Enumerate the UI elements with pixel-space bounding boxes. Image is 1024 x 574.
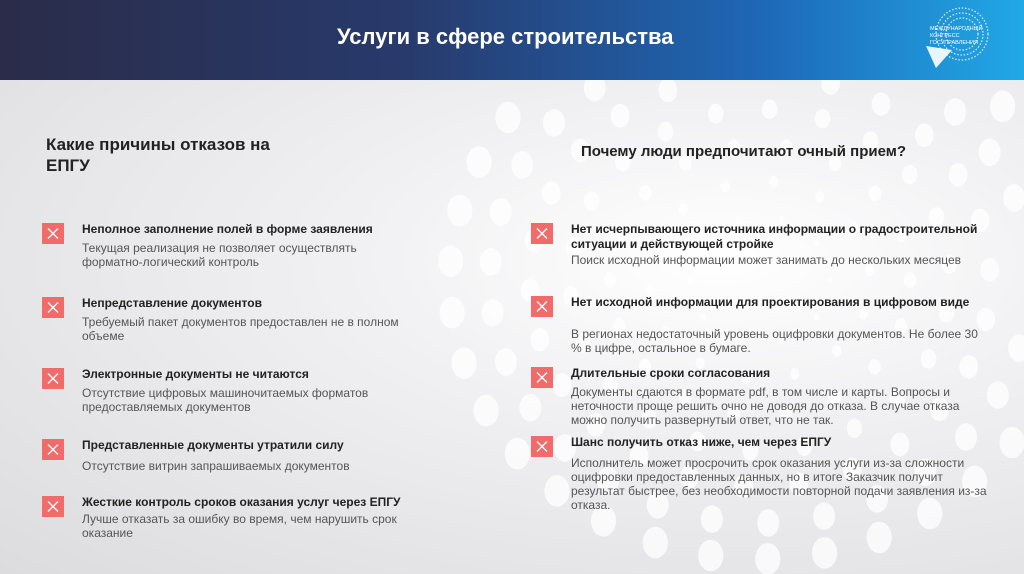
item-description: Требуемый пакет документов предоставлен не в полном объеме: [82, 315, 399, 343]
decorative-dot: [821, 80, 840, 95]
decorative-dot: [643, 527, 668, 559]
decorative-dot: [543, 109, 565, 137]
decorative-dot: [584, 80, 606, 102]
decorative-dot: [700, 313, 706, 321]
right-column-heading: Почему люди предпочитают очный прием?: [581, 143, 906, 160]
decorative-dot: [440, 297, 465, 329]
decorative-dot: [904, 273, 916, 289]
decorative-dot: [482, 299, 504, 327]
decorative-dot: [639, 185, 651, 201]
decorative-dot: [999, 427, 1024, 459]
decorative-dot: [769, 176, 778, 188]
decorative-dot: [542, 181, 561, 205]
item-title: Электронные документы не читаются: [82, 367, 309, 381]
decorative-dot: [869, 186, 881, 202]
decorative-dot: [474, 395, 499, 427]
close-icon: [531, 436, 553, 457]
decorative-dot: [755, 543, 780, 574]
decorative-dot: [658, 80, 677, 102]
decorative-dot: [480, 248, 502, 276]
decorative-dot: [604, 272, 616, 288]
item-title: Неполное заполнение полей в форме заявления: [82, 222, 373, 236]
decorative-dot: [872, 92, 891, 116]
decorative-dot: [679, 203, 688, 215]
decorative-dot: [757, 509, 779, 537]
decorative-dot: [1008, 334, 1024, 362]
decorative-dot: [495, 348, 517, 376]
logo-line: МЕЖДУНАРОДНЫЙ: [930, 26, 983, 32]
decorative-dot: [867, 522, 892, 554]
decorative-dot: [544, 475, 569, 507]
close-icon: [531, 367, 553, 388]
logo-caption: [930, 26, 1020, 47]
decorative-dot: [902, 165, 918, 185]
decorative-dot: [990, 91, 1015, 123]
item-description: Лучше отказать за ошибку во время, чем нарушить срок оказание: [82, 512, 397, 540]
item-description: Отсутствие витрин запрашиваемых документов: [82, 459, 350, 473]
item-title: Непредставление документов: [82, 296, 262, 310]
item-description: Поиск исходной информации может занимать до нескольких месяцев: [571, 253, 962, 267]
decorative-dot: [1003, 184, 1024, 212]
decorative-dot: [530, 328, 549, 352]
item-title: Длительные сроки согласования: [571, 366, 771, 380]
item-description: Текущая реализация не позволяет осуществлять форматно-логический контроль: [82, 241, 357, 269]
decorative-dot: [721, 180, 730, 192]
decorative-dot: [815, 191, 824, 203]
decorative-dot: [584, 191, 600, 211]
decorative-dot: [452, 347, 477, 379]
decorative-dot: [944, 98, 966, 126]
decorative-dot: [467, 146, 492, 178]
decorative-dot: [511, 151, 533, 179]
item-title: Представленные документы утратили силу: [82, 438, 344, 452]
decorative-dot: [505, 438, 530, 470]
decorative-dot: [708, 104, 724, 124]
decorative-dot: [495, 102, 520, 134]
decorative-dot: [698, 540, 723, 572]
item-description: Документы сдаются в формате pdf, в том числе и карты. Вопросы и неточности проще решить очно не доводя до отказа. В случае отказа можно получить развернутый ответ, что не так.: [571, 385, 960, 427]
decorative-dot: [447, 195, 472, 227]
logo-line: ГОСУПРАВЛЕНИЯ: [930, 40, 978, 46]
decorative-dot: [762, 99, 778, 119]
item-title: Нет исчерпывающего источника информации о градостроительной ситуации и действующей стройке: [571, 222, 978, 251]
decorative-dot: [949, 163, 968, 187]
close-icon: [42, 439, 64, 460]
decorative-dot: [519, 394, 541, 422]
close-icon: [42, 368, 64, 389]
logo-line: КОНГРЕСС: [930, 33, 960, 39]
item-title: Шанс получить отказ ниже, чем через ЕПГУ: [571, 435, 832, 449]
decorative-dot: [553, 373, 572, 397]
left-column-heading: Какие причины отказов на ЕПГУ: [46, 135, 270, 175]
item-title: Нет исходной информации для проектирования в цифровом виде: [571, 295, 970, 309]
page-title: Услуги в сфере строительства: [337, 24, 674, 49]
decorative-dot: [646, 284, 655, 296]
item-description: В регионах недостаточный уровень оцифровки документов. Не более 30 % в цифре, остальное в бумаге.: [571, 327, 978, 355]
close-icon: [42, 496, 64, 517]
close-icon: [531, 223, 553, 244]
decorative-dot: [827, 276, 833, 284]
decorative-dot: [658, 122, 674, 142]
close-icon: [42, 223, 64, 244]
decorative-dot: [687, 276, 693, 284]
decorative-dot: [490, 198, 512, 226]
decorative-dot: [611, 104, 630, 128]
close-icon: [531, 296, 553, 317]
header-bar: [0, 0, 1024, 80]
decorative-dot: [815, 109, 831, 129]
item-description: Исполнитель может просрочить срок оказания услуги из-за сложности оцифровки предоставленных данных, но в итоге Заказчик получит результат быстрее, без необходимости повторной подачи заявления из-за отказа.: [571, 456, 987, 512]
decorative-dot: [814, 313, 820, 321]
decorative-dot: [979, 138, 1001, 166]
item-title: Жесткие контроль сроков оказания услуг через ЕПГУ: [82, 495, 401, 509]
close-icon: [42, 297, 64, 318]
item-description: Отсутствие цифровых машиночитаемых форматов предоставляемых документов: [82, 386, 369, 414]
decorative-dot: [812, 537, 837, 569]
decorative-dot: [438, 246, 463, 278]
